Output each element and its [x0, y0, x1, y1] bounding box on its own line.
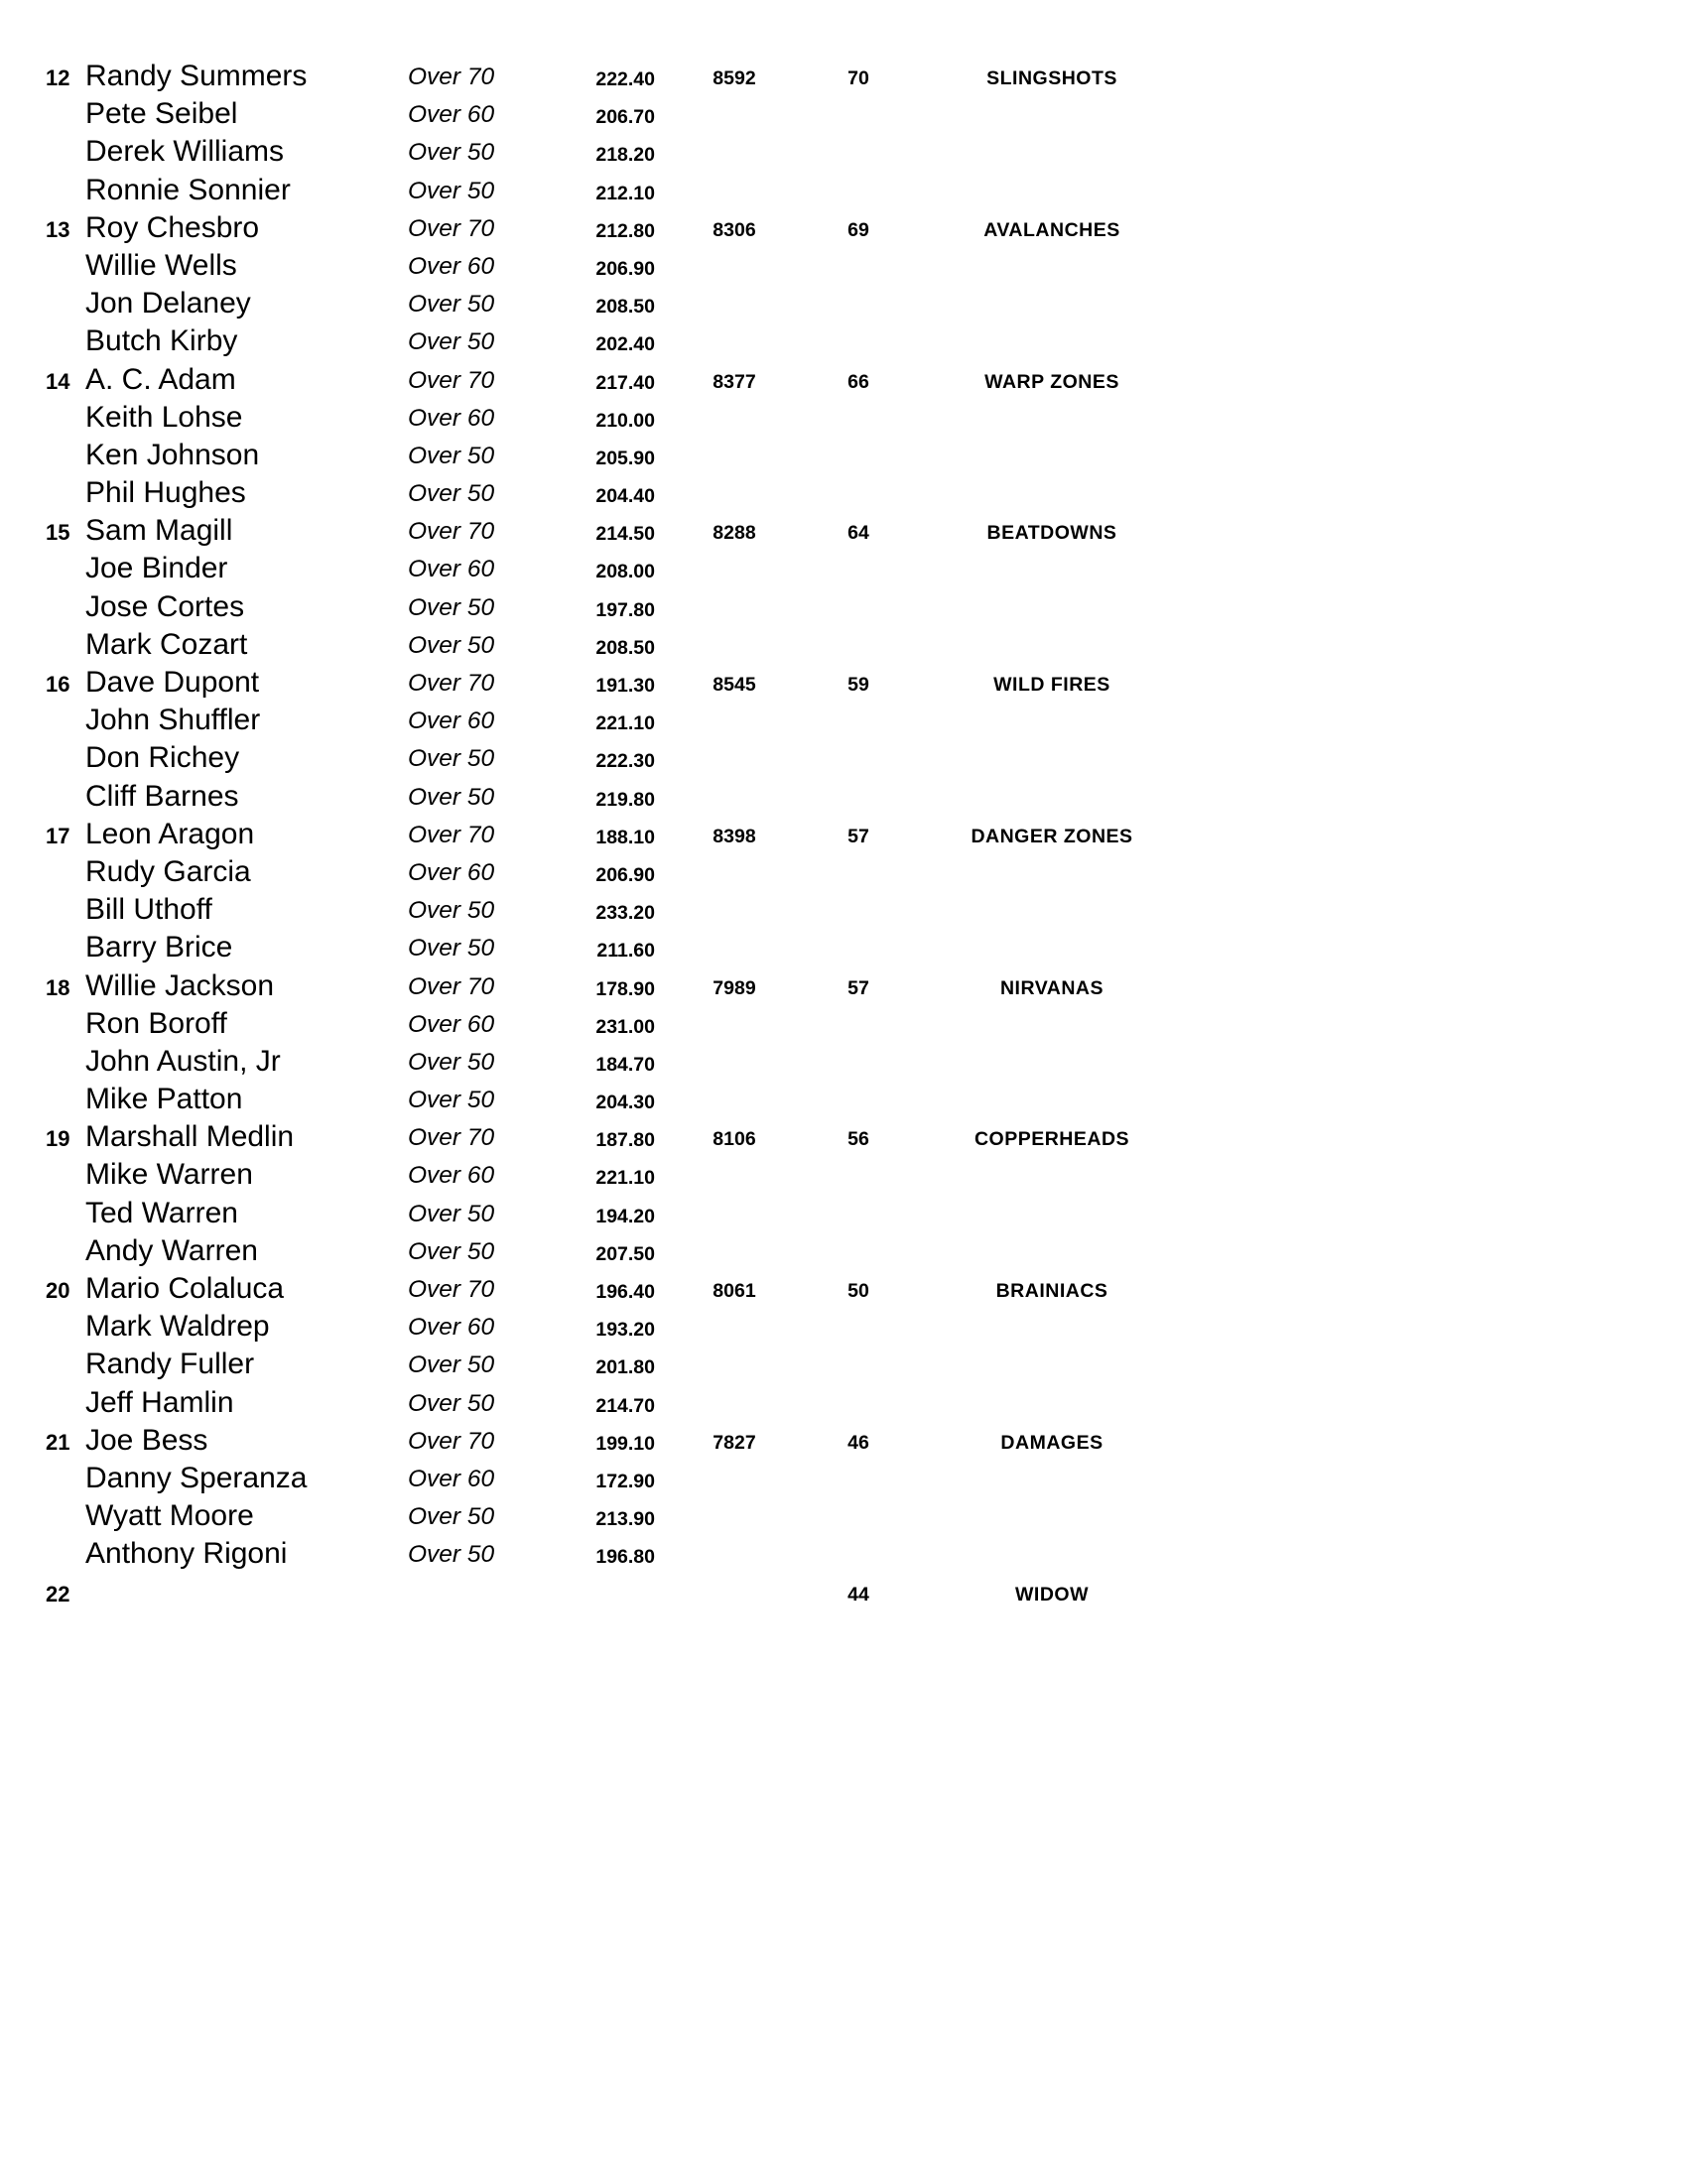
player-name: Bill Uthoff [85, 893, 212, 927]
player-name: Derek Williams [85, 135, 285, 169]
player-row [0, 1007, 1688, 1045]
player-division: Over 50 [408, 328, 495, 356]
player-average: 199.10 [595, 1432, 655, 1455]
team-rank: 15 [46, 520, 70, 546]
player-average: 210.00 [595, 409, 655, 432]
player-division: Over 50 [408, 1351, 495, 1379]
team-name: NIRVANAS [999, 976, 1104, 999]
team-rank: 22 [46, 1581, 70, 1606]
player-division: Over 70 [408, 366, 495, 394]
player-average: 231.00 [595, 1015, 655, 1038]
player-average: 202.40 [595, 333, 655, 356]
player-division: Over 50 [408, 1389, 495, 1417]
player-average: 233.20 [595, 902, 655, 925]
player-row [0, 1045, 1688, 1083]
player-name: Joe Binder [85, 552, 228, 585]
player-division: Over 70 [408, 821, 495, 848]
player-average: 207.50 [595, 1242, 655, 1265]
player-division: Over 60 [408, 707, 495, 735]
player-name: Willie Jackson [85, 968, 275, 1002]
team-name: WARP ZONES [984, 370, 1119, 393]
team-points: 57 [847, 976, 869, 999]
team-name: COPPERHEADS [974, 1128, 1130, 1151]
player-name: Anthony Rigoni [85, 1537, 288, 1571]
team-total: 8288 [713, 522, 756, 545]
player-name: Phil Hughes [85, 476, 246, 510]
team-total: 7827 [713, 1431, 756, 1454]
player-average: 218.20 [595, 144, 655, 167]
team-points: 70 [847, 67, 869, 89]
team-block [0, 969, 1688, 1121]
player-average: 188.10 [595, 826, 655, 848]
player-average: 184.70 [595, 1053, 655, 1076]
team-total: 7989 [713, 976, 756, 999]
player-division: Over 70 [408, 64, 495, 90]
player-average: 217.40 [595, 371, 655, 394]
player-average: 221.10 [595, 1167, 655, 1190]
team-total: 8592 [713, 67, 756, 89]
player-row [0, 780, 1688, 818]
player-average: 208.50 [595, 636, 655, 659]
player-row [0, 1120, 1688, 1158]
player-name: Jeff Hamlin [85, 1385, 234, 1419]
team-points: 44 [847, 1583, 869, 1606]
player-division: Over 60 [408, 1314, 495, 1342]
player-name: John Shuffler [85, 704, 261, 737]
player-name: Danny Speranza [85, 1461, 308, 1494]
player-row [0, 969, 1688, 1007]
team-block [0, 1120, 1688, 1272]
player-name: Randy Fuller [85, 1348, 255, 1381]
player-name: Don Richey [85, 741, 240, 775]
team-name: SLINGSHOTS [986, 67, 1117, 89]
player-name: Joe Bess [85, 1423, 208, 1457]
player-division: Over 50 [408, 935, 495, 963]
player-row [0, 324, 1688, 362]
player-name: Barry Brice [85, 931, 233, 964]
player-division: Over 50 [408, 480, 495, 508]
player-row [0, 818, 1688, 855]
player-division: Over 70 [408, 1427, 495, 1455]
team-rank: 21 [46, 1429, 70, 1455]
standings-table [0, 60, 1688, 1613]
player-name: Roy Chesbro [85, 210, 260, 244]
player-average: 222.40 [595, 68, 655, 90]
player-division: Over 60 [408, 404, 495, 432]
team-name: AVALANCHES [983, 218, 1120, 241]
team-points: 66 [847, 370, 869, 393]
player-row [0, 855, 1688, 893]
team-total: 8377 [713, 370, 756, 393]
player-name: Mario Colaluca [85, 1272, 285, 1305]
player-average: 204.30 [595, 1092, 655, 1114]
player-average: 222.30 [595, 750, 655, 773]
team-name: DANGER ZONES [971, 825, 1133, 847]
player-row [0, 1462, 1688, 1499]
team-total: 8545 [713, 674, 756, 696]
player-name: Ron Boroff [85, 1006, 227, 1040]
player-division: Over 50 [408, 1237, 495, 1265]
player-division: Over 50 [408, 1048, 495, 1076]
player-name: Dave Dupont [85, 666, 260, 699]
player-division: Over 50 [408, 291, 495, 319]
player-row [0, 1537, 1688, 1575]
team-total: 8106 [713, 1128, 756, 1151]
player-division: Over 70 [408, 518, 495, 546]
team-block [0, 818, 1688, 969]
team-name: WILD FIRES [993, 674, 1110, 696]
player-name: Willie Wells [85, 248, 237, 282]
team-rank: 20 [46, 1278, 70, 1303]
team-points: 56 [847, 1128, 869, 1151]
player-name: Marshall Medlin [85, 1120, 295, 1154]
player-average: 204.40 [595, 485, 655, 508]
team-rank: 18 [46, 974, 70, 1000]
team-name: WIDOW [1015, 1583, 1089, 1606]
team-block [0, 666, 1688, 818]
player-division: Over 70 [408, 972, 495, 1000]
team-block [0, 1424, 1688, 1576]
player-name: Ken Johnson [85, 438, 260, 471]
player-row [0, 1348, 1688, 1385]
player-division: Over 50 [408, 1541, 495, 1569]
player-division: Over 60 [408, 101, 495, 129]
player-row [0, 1234, 1688, 1272]
player-row [0, 1424, 1688, 1462]
player-average: 214.70 [595, 1394, 655, 1417]
player-division: Over 50 [408, 631, 495, 659]
player-name: A. C. Adam [85, 362, 236, 396]
player-name: Mark Cozart [85, 627, 248, 661]
team-block [0, 514, 1688, 666]
player-division: Over 50 [408, 593, 495, 621]
player-name: Mike Warren [85, 1158, 253, 1192]
team-name: BRAINIACS [995, 1280, 1108, 1302]
team-rank: 16 [46, 672, 70, 697]
player-division: Over 70 [408, 1124, 495, 1152]
player-average: 201.80 [595, 1356, 655, 1379]
player-name: Andy Warren [85, 1233, 258, 1267]
player-average: 197.80 [595, 598, 655, 621]
team-name: DAMAGES [1000, 1431, 1104, 1454]
team-block [0, 1576, 1688, 1613]
player-division: Over 50 [408, 177, 495, 204]
player-row [0, 628, 1688, 666]
team-rank: 12 [46, 65, 70, 90]
player-row [0, 60, 1688, 97]
player-average: 212.80 [595, 219, 655, 242]
team-rank: 13 [46, 216, 70, 242]
player-division: Over 50 [408, 139, 495, 167]
player-row [0, 893, 1688, 931]
player-average: 206.90 [595, 257, 655, 280]
player-row [0, 1083, 1688, 1120]
player-row [0, 401, 1688, 439]
player-average: 206.70 [595, 106, 655, 129]
player-row [0, 1576, 1688, 1613]
player-division: Over 60 [408, 1465, 495, 1492]
player-division: Over 50 [408, 442, 495, 469]
player-row [0, 514, 1688, 552]
player-name: Jon Delaney [85, 287, 251, 321]
team-total: 8398 [713, 825, 756, 847]
player-division: Over 50 [408, 1200, 495, 1227]
player-row [0, 363, 1688, 401]
team-total: 8306 [713, 218, 756, 241]
team-block [0, 1272, 1688, 1424]
player-division: Over 60 [408, 1162, 495, 1190]
player-average: 196.40 [595, 1281, 655, 1303]
player-division: Over 50 [408, 897, 495, 925]
player-row [0, 97, 1688, 135]
player-row [0, 211, 1688, 249]
player-row [0, 704, 1688, 741]
team-rank: 14 [46, 368, 70, 394]
player-division: Over 60 [408, 1010, 495, 1038]
player-division: Over 70 [408, 1276, 495, 1303]
player-name: Ronnie Sonnier [85, 173, 291, 206]
player-row [0, 1272, 1688, 1310]
team-points: 59 [847, 674, 869, 696]
player-name: Leon Aragon [85, 817, 255, 850]
player-average: 213.90 [595, 1508, 655, 1531]
player-row [0, 666, 1688, 704]
team-block [0, 363, 1688, 515]
player-name: Sam Magill [85, 514, 233, 548]
team-total: 8061 [713, 1280, 756, 1302]
player-average: 214.50 [595, 523, 655, 546]
player-division: Over 50 [408, 1503, 495, 1531]
player-name: Mark Waldrep [85, 1310, 270, 1344]
player-row [0, 174, 1688, 211]
team-points: 64 [847, 522, 869, 545]
team-rank: 19 [46, 1126, 70, 1152]
team-points: 57 [847, 825, 869, 847]
player-name: Randy Summers [85, 60, 308, 92]
player-division: Over 60 [408, 252, 495, 280]
player-average: 221.10 [595, 712, 655, 735]
player-row [0, 931, 1688, 968]
player-name: Butch Kirby [85, 324, 238, 358]
player-name: John Austin, Jr [85, 1044, 281, 1078]
team-points: 69 [847, 218, 869, 241]
player-average: 206.90 [595, 863, 655, 886]
player-row [0, 741, 1688, 779]
player-average: 187.80 [595, 1129, 655, 1152]
player-division: Over 70 [408, 214, 495, 242]
player-row [0, 1310, 1688, 1348]
player-division: Over 50 [408, 783, 495, 811]
player-division: Over 50 [408, 745, 495, 773]
team-name: BEATDOWNS [986, 522, 1117, 545]
team-block [0, 60, 1688, 211]
player-name: Jose Cortes [85, 589, 245, 623]
player-row [0, 287, 1688, 324]
player-division: Over 60 [408, 858, 495, 886]
player-row [0, 249, 1688, 287]
player-average: 194.20 [595, 1205, 655, 1227]
player-average: 172.90 [595, 1470, 655, 1492]
team-rank: 17 [46, 823, 70, 848]
player-average: 208.50 [595, 296, 655, 319]
player-name: Pete Seibel [85, 97, 238, 131]
player-average: 178.90 [595, 977, 655, 1000]
team-points: 50 [847, 1280, 869, 1302]
team-block [0, 211, 1688, 363]
player-row [0, 1158, 1688, 1196]
player-average: 208.00 [595, 561, 655, 583]
player-row [0, 1386, 1688, 1424]
player-name: Mike Patton [85, 1083, 243, 1116]
player-row [0, 476, 1688, 514]
player-average: 205.90 [595, 447, 655, 469]
player-division: Over 60 [408, 556, 495, 583]
player-average: 193.20 [595, 1319, 655, 1342]
player-name: Ted Warren [85, 1196, 238, 1229]
player-name: Cliff Barnes [85, 779, 239, 813]
player-average: 191.30 [595, 675, 655, 697]
player-row [0, 439, 1688, 476]
player-average: 196.80 [595, 1546, 655, 1569]
player-division: Over 50 [408, 1087, 495, 1114]
player-average: 211.60 [596, 940, 655, 963]
player-row [0, 1197, 1688, 1234]
player-average: 219.80 [595, 788, 655, 811]
player-row [0, 552, 1688, 589]
player-name: Rudy Garcia [85, 854, 251, 888]
player-name: Wyatt Moore [85, 1499, 254, 1533]
player-division: Over 70 [408, 670, 495, 697]
player-row [0, 135, 1688, 173]
team-points: 46 [847, 1431, 869, 1454]
player-row [0, 590, 1688, 628]
player-row [0, 1499, 1688, 1537]
player-name: Keith Lohse [85, 400, 243, 434]
player-average: 212.10 [595, 182, 655, 204]
